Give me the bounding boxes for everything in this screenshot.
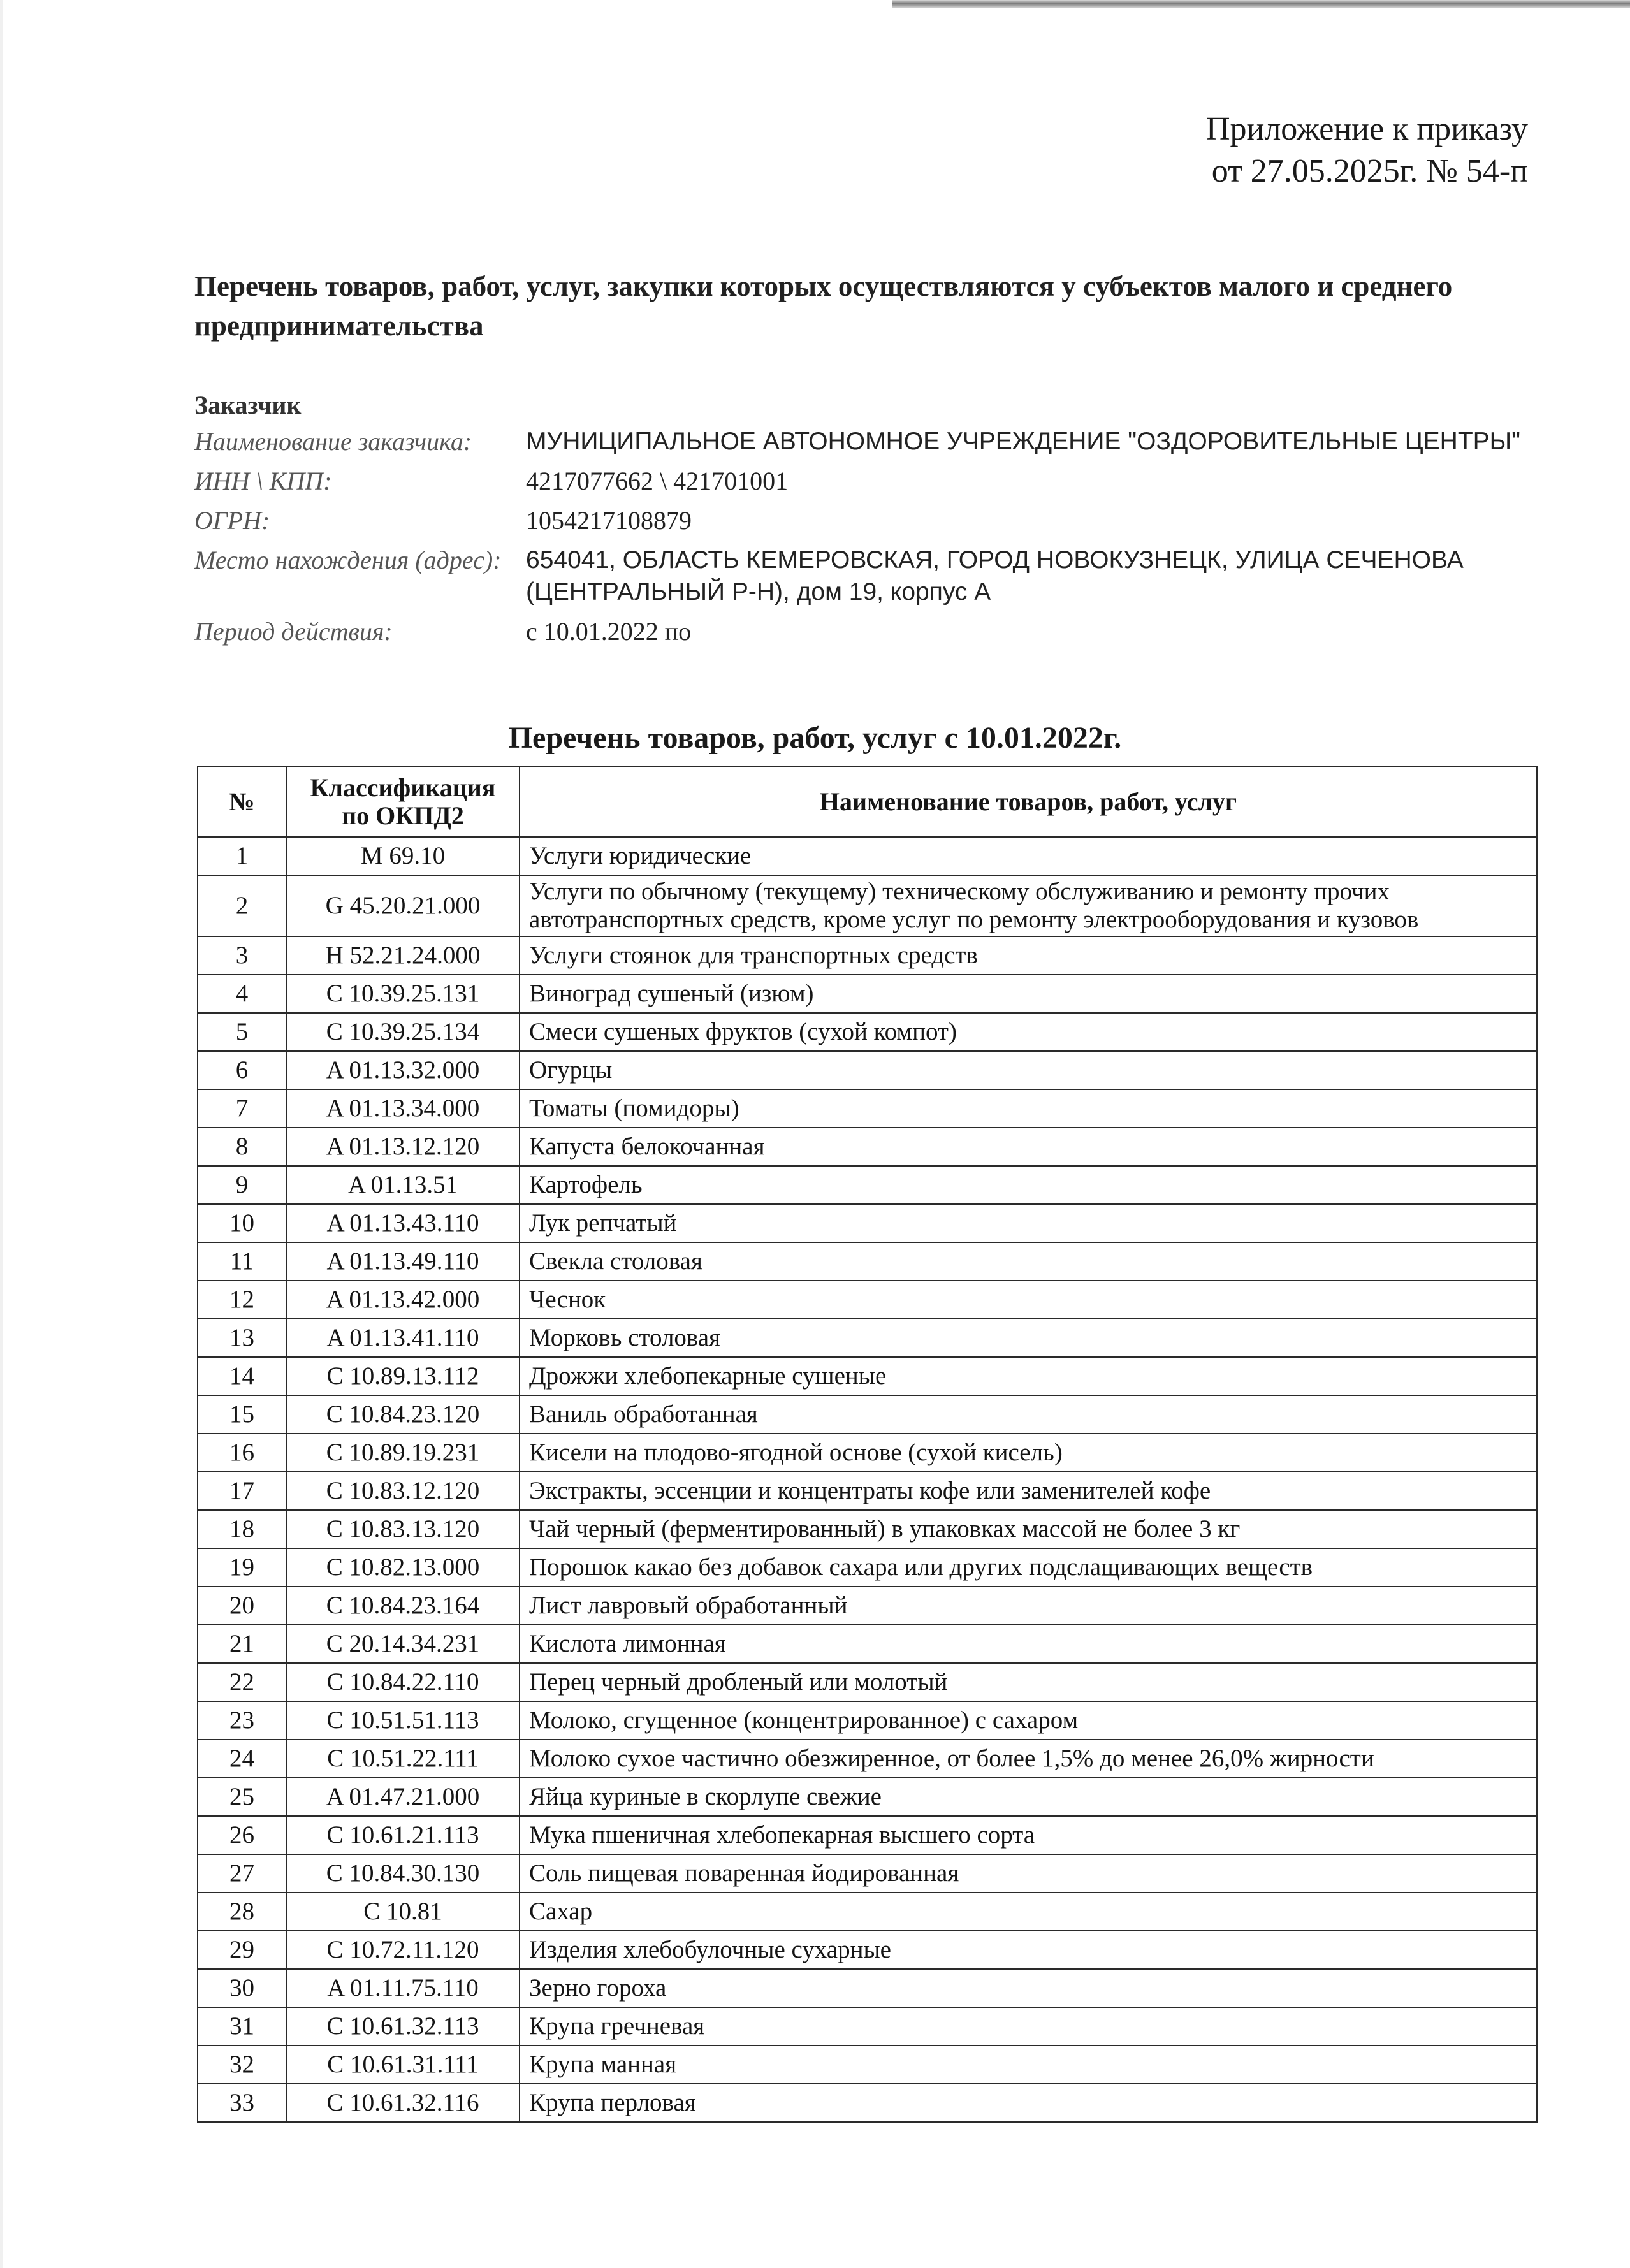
row-item-name: Молоко, сгущенное (концентрированное) с сахаром bbox=[520, 1701, 1537, 1740]
table-row bbox=[198, 1051, 1537, 1089]
row-okpd2-code: C 10.84.23.120 bbox=[286, 1395, 520, 1434]
row-number: 7 bbox=[198, 1089, 286, 1128]
row-item-name: Картофель bbox=[520, 1166, 1537, 1204]
row-number: 12 bbox=[198, 1281, 286, 1319]
header-number: № bbox=[198, 767, 286, 837]
row-number: 31 bbox=[198, 2007, 286, 2046]
row-item-name: Перец черный дробленый или молотый bbox=[520, 1663, 1537, 1701]
row-item-name: Чеснок bbox=[520, 1281, 1537, 1319]
row-okpd2-code: C 10.89.19.231 bbox=[286, 1434, 520, 1472]
row-number: 8 bbox=[198, 1128, 286, 1166]
table-row bbox=[198, 1166, 1537, 1204]
row-item-name: Капуста белокочанная bbox=[520, 1128, 1537, 1166]
row-item-name: Порошок какао без добавок сахара или других подслащивающих веществ bbox=[520, 1548, 1537, 1587]
inn-kpp-row bbox=[194, 465, 1546, 497]
table-row bbox=[198, 2046, 1537, 2084]
row-number: 22 bbox=[198, 1663, 286, 1701]
table-row bbox=[198, 1395, 1537, 1434]
table-row bbox=[198, 2084, 1537, 2122]
row-item-name: Крупа манная bbox=[520, 2046, 1537, 2084]
row-okpd2-code: C 10.61.32.116 bbox=[286, 2084, 520, 2122]
field-label: Период действия: bbox=[194, 617, 393, 646]
row-okpd2-code: C 10.82.13.000 bbox=[286, 1548, 520, 1587]
row-number: 10 bbox=[198, 1204, 286, 1242]
row-number: 26 bbox=[198, 1816, 286, 1854]
header-name: Наименование товаров, работ, услуг bbox=[520, 767, 1537, 837]
row-item-name: Зерно гороха bbox=[520, 1969, 1537, 2007]
row-okpd2-code: C 10.39.25.134 bbox=[286, 1013, 520, 1051]
table-row bbox=[198, 1510, 1537, 1548]
row-okpd2-code: A 01.11.75.110 bbox=[286, 1969, 520, 2007]
row-okpd2-code: C 10.51.51.113 bbox=[286, 1701, 520, 1740]
row-number: 6 bbox=[198, 1051, 286, 1089]
period-row bbox=[194, 616, 1546, 648]
row-number: 23 bbox=[198, 1701, 286, 1740]
row-item-name: Лук репчатый bbox=[520, 1204, 1537, 1242]
table-row bbox=[198, 1242, 1537, 1281]
row-okpd2-code: C 10.89.13.112 bbox=[286, 1357, 520, 1395]
row-okpd2-code: C 20.14.34.231 bbox=[286, 1625, 520, 1663]
row-item-name: Томаты (помидоры) bbox=[520, 1089, 1537, 1128]
customer-name-value: МУНИЦИПАЛЬНОЕ АВТОНОМНОЕ УЧРЕЖДЕНИЕ "ОЗДОРОВИТЕЛЬНЫЕ ЦЕНТРЫ" bbox=[526, 428, 1521, 455]
row-okpd2-code: A 01.13.43.110 bbox=[286, 1204, 520, 1242]
table-row bbox=[198, 2007, 1537, 2046]
table-header-row bbox=[198, 767, 1537, 837]
annex-note bbox=[1206, 108, 1528, 193]
row-number: 11 bbox=[198, 1242, 286, 1281]
customer-details bbox=[194, 426, 1546, 655]
row-number: 24 bbox=[198, 1740, 286, 1778]
header-okpd2: Классификация по ОКПД2 bbox=[286, 767, 520, 837]
ogrn-value: 1054217108879 bbox=[526, 506, 692, 535]
row-okpd2-code: C 10.39.25.131 bbox=[286, 975, 520, 1013]
table-row bbox=[198, 875, 1537, 936]
row-item-name: Чай черный (ферментированный) в упаковках массой не более 3 кг bbox=[520, 1510, 1537, 1548]
field-label: ОГРН: bbox=[194, 506, 270, 535]
row-number: 27 bbox=[198, 1854, 286, 1893]
row-okpd2-code: H 52.21.24.000 bbox=[286, 936, 520, 975]
row-okpd2-code: C 10.84.22.110 bbox=[286, 1663, 520, 1701]
table-row bbox=[198, 1281, 1537, 1319]
row-okpd2-code: A 01.13.32.000 bbox=[286, 1051, 520, 1089]
row-item-name: Крупа гречневая bbox=[520, 2007, 1537, 2046]
table-row bbox=[198, 1204, 1537, 1242]
field-label: ИНН \ КПП: bbox=[194, 467, 332, 495]
row-item-name: Изделия хлебобулочные сухарные bbox=[520, 1931, 1537, 1969]
row-number: 15 bbox=[198, 1395, 286, 1434]
inn-kpp-value: 4217077662 \ 421701001 bbox=[526, 467, 789, 495]
row-item-name: Морковь столовая bbox=[520, 1319, 1537, 1357]
table-row bbox=[198, 975, 1537, 1013]
row-item-name: Кислота лимонная bbox=[520, 1625, 1537, 1663]
table-row bbox=[198, 1969, 1537, 2007]
row-item-name: Огурцы bbox=[520, 1051, 1537, 1089]
table-row bbox=[198, 1663, 1537, 1701]
scan-left-edge bbox=[0, 0, 3, 2268]
annex-line-2: от 27.05.2025г. № 54-п bbox=[1211, 153, 1528, 189]
row-number: 25 bbox=[198, 1778, 286, 1816]
row-item-name: Молоко сухое частично обезжиренное, от более 1,5% до менее 26,0% жирности bbox=[520, 1740, 1537, 1778]
row-okpd2-code: A 01.13.49.110 bbox=[286, 1242, 520, 1281]
table-row bbox=[198, 1128, 1537, 1166]
address-value: 654041, ОБЛАСТЬ КЕМЕРОВСКАЯ, ГОРОД НОВОКУЗНЕЦК, УЛИЦА СЕЧЕНОВА (ЦЕНТРАЛЬНЫЙ Р-Н), дом 19, корпус А bbox=[526, 546, 1464, 606]
row-okpd2-code: C 10.51.22.111 bbox=[286, 1740, 520, 1778]
table-row bbox=[198, 1816, 1537, 1854]
row-okpd2-code: C 10.72.11.120 bbox=[286, 1931, 520, 1969]
table-row bbox=[198, 1854, 1537, 1893]
row-item-name: Свекла столовая bbox=[520, 1242, 1537, 1281]
row-item-name: Услуги юридические bbox=[520, 837, 1537, 875]
row-number: 16 bbox=[198, 1434, 286, 1472]
address-row bbox=[194, 544, 1546, 608]
table-row bbox=[198, 1013, 1537, 1051]
period-value: с 10.01.2022 по bbox=[526, 617, 692, 646]
row-item-name: Кисели на плодово-ягодной основе (сухой кисель) bbox=[520, 1434, 1537, 1472]
row-okpd2-code: C 10.83.12.120 bbox=[286, 1472, 520, 1510]
table-row bbox=[198, 1357, 1537, 1395]
row-number: 21 bbox=[198, 1625, 286, 1663]
table-title: Перечень товаров, работ, услуг с 10.01.2022г. bbox=[508, 721, 1122, 755]
row-okpd2-code: C 10.61.31.111 bbox=[286, 2046, 520, 2084]
row-item-name: Соль пищевая поваренная йодированная bbox=[520, 1854, 1537, 1893]
table-row bbox=[198, 1089, 1537, 1128]
row-item-name: Ваниль обработанная bbox=[520, 1395, 1537, 1434]
table-row bbox=[198, 1931, 1537, 1969]
row-number: 1 bbox=[198, 837, 286, 875]
row-number: 17 bbox=[198, 1472, 286, 1510]
scan-edge-line bbox=[892, 0, 1630, 8]
ogrn-row bbox=[194, 505, 1546, 537]
row-okpd2-code: C 10.84.23.164 bbox=[286, 1587, 520, 1625]
row-item-name: Дрожжи хлебопекарные сушеные bbox=[520, 1357, 1537, 1395]
row-okpd2-code: A 01.13.51 bbox=[286, 1166, 520, 1204]
row-item-name: Экстракты, эссенции и концентраты кофе или заменителей кофе bbox=[520, 1472, 1537, 1510]
row-number: 5 bbox=[198, 1013, 286, 1051]
table-row bbox=[198, 837, 1537, 875]
table-row bbox=[198, 1319, 1537, 1357]
table-row bbox=[198, 1778, 1537, 1816]
row-number: 19 bbox=[198, 1548, 286, 1587]
table-row bbox=[198, 1587, 1537, 1625]
row-number: 32 bbox=[198, 2046, 286, 2084]
table-row bbox=[198, 1472, 1537, 1510]
row-okpd2-code: A 01.13.41.110 bbox=[286, 1319, 520, 1357]
row-okpd2-code: A 01.47.21.000 bbox=[286, 1778, 520, 1816]
row-item-name: Виноград сушеный (изюм) bbox=[520, 975, 1537, 1013]
row-number: 4 bbox=[198, 975, 286, 1013]
row-number: 33 bbox=[198, 2084, 286, 2122]
row-number: 14 bbox=[198, 1357, 286, 1395]
row-number: 30 bbox=[198, 1969, 286, 2007]
row-item-name: Смеси сушеных фруктов (сухой компот) bbox=[520, 1013, 1537, 1051]
row-okpd2-code: A 01.13.34.000 bbox=[286, 1089, 520, 1128]
row-number: 2 bbox=[198, 875, 286, 936]
row-okpd2-code: M 69.10 bbox=[286, 837, 520, 875]
row-item-name: Услуги по обычному (текущему) техническому обслуживанию и ремонту прочих автотранспортных средств, кроме услуг по ремонту электрооборудования и кузовов bbox=[520, 875, 1537, 936]
row-number: 3 bbox=[198, 936, 286, 975]
row-number: 13 bbox=[198, 1319, 286, 1357]
document-title: Перечень товаров, работ, услуг, закупки которых осуществляются у субъектов малого и среднего предпринимательства bbox=[194, 270, 1453, 342]
row-item-name: Лист лавровый обработанный bbox=[520, 1587, 1537, 1625]
row-okpd2-code: C 10.61.32.113 bbox=[286, 2007, 520, 2046]
row-number: 9 bbox=[198, 1166, 286, 1204]
table-row bbox=[198, 1740, 1537, 1778]
annex-line-1: Приложение к приказу bbox=[1205, 111, 1528, 147]
row-okpd2-code: C 10.61.21.113 bbox=[286, 1816, 520, 1854]
row-okpd2-code: C 10.84.30.130 bbox=[286, 1854, 520, 1893]
row-number: 18 bbox=[198, 1510, 286, 1548]
row-okpd2-code: C 10.83.13.120 bbox=[286, 1510, 520, 1548]
row-item-name: Мука пшеничная хлебопекарная высшего сорта bbox=[520, 1816, 1537, 1854]
table-row bbox=[198, 1434, 1537, 1472]
row-okpd2-code: C 10.81 bbox=[286, 1893, 520, 1931]
table-row bbox=[198, 1701, 1537, 1740]
customer-name-row bbox=[194, 426, 1546, 458]
customer-heading: Заказчик bbox=[194, 391, 302, 419]
field-label: Место нахождения (адрес): bbox=[194, 546, 502, 574]
row-okpd2-code: A 01.13.12.120 bbox=[286, 1128, 520, 1166]
row-number: 28 bbox=[198, 1893, 286, 1931]
row-number: 29 bbox=[198, 1931, 286, 1969]
row-item-name: Услуги стоянок для транспортных средств bbox=[520, 936, 1537, 975]
row-item-name: Крупа перловая bbox=[520, 2084, 1537, 2122]
field-label: Наименование заказчика: bbox=[194, 427, 472, 456]
table-row bbox=[198, 936, 1537, 975]
table-row bbox=[198, 1893, 1537, 1931]
row-number: 20 bbox=[198, 1587, 286, 1625]
row-item-name: Яйца куриные в скорлупе свежие bbox=[520, 1778, 1537, 1816]
row-okpd2-code: A 01.13.42.000 bbox=[286, 1281, 520, 1319]
table-row bbox=[198, 1548, 1537, 1587]
row-okpd2-code: G 45.20.21.000 bbox=[286, 875, 520, 936]
table-row bbox=[198, 1625, 1537, 1663]
items-table bbox=[197, 766, 1538, 2123]
row-item-name: Сахар bbox=[520, 1893, 1537, 1931]
